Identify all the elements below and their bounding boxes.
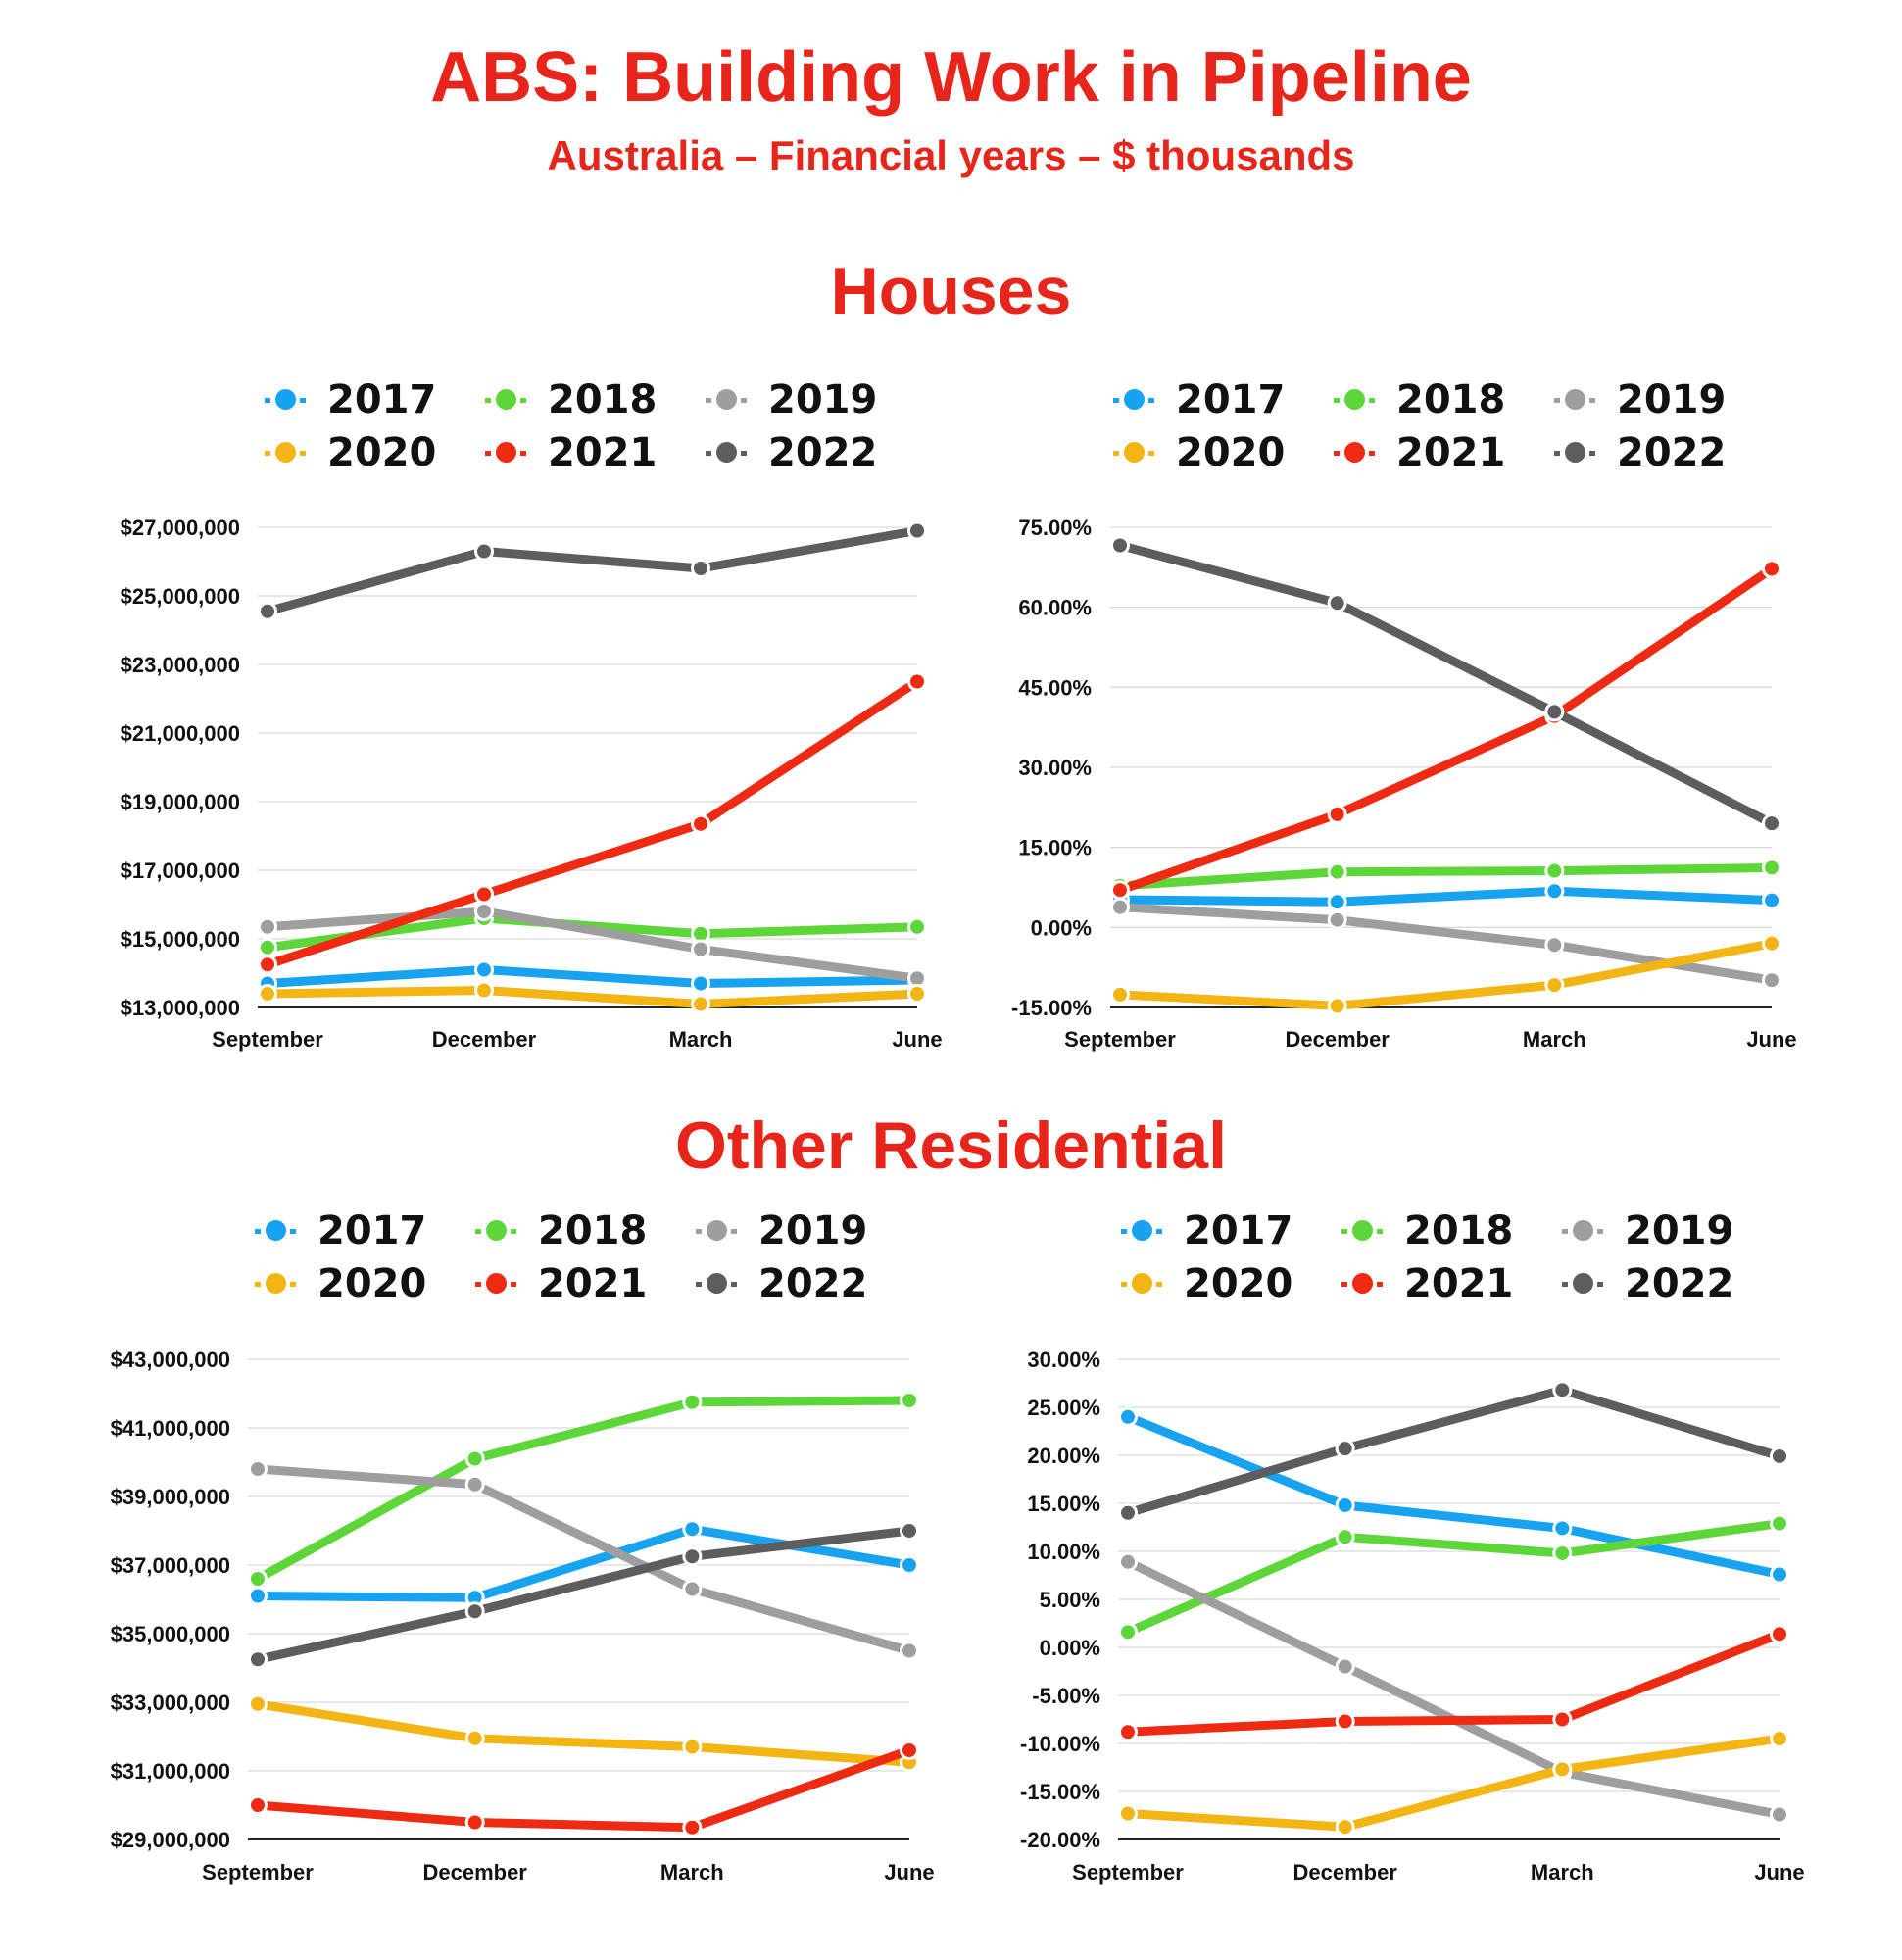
x-tick-label: March (659, 1860, 724, 1885)
y-tick-label: $21,000,000 (120, 721, 240, 746)
y-tick-label: $37,000,000 (110, 1553, 230, 1578)
data-point-2020 (260, 986, 276, 1003)
data-point-2019 (902, 1642, 918, 1659)
legend-label: 2017 (1176, 377, 1286, 422)
data-point-2022 (693, 561, 709, 577)
series-line-2019 (268, 911, 917, 978)
data-point-2019 (1764, 972, 1780, 989)
y-tick-label: 45.00% (1018, 675, 1092, 701)
data-point-2020 (684, 1739, 701, 1755)
data-point-2022 (476, 543, 493, 560)
data-point-2017 (684, 1521, 701, 1538)
series-line-2021 (1128, 1634, 1780, 1732)
legend-label: 2017 (1184, 1208, 1293, 1253)
data-point-2020 (693, 996, 709, 1012)
data-point-2018 (1546, 862, 1563, 879)
page-subtitle: Australia – Financial years – $ thousands (547, 132, 1355, 178)
series-line-2022 (268, 531, 917, 612)
data-point-2021 (476, 886, 493, 903)
y-tick-label: 25.00% (1027, 1396, 1100, 1420)
data-point-2017 (1554, 1520, 1571, 1537)
data-point-2021 (693, 815, 709, 832)
data-point-2017 (1337, 1496, 1353, 1513)
data-point-2022 (1772, 1447, 1788, 1464)
page-title: ABS: Building Work in Pipeline (430, 38, 1472, 117)
data-point-2020 (1546, 977, 1563, 994)
data-point-2020 (1772, 1731, 1788, 1747)
series-line-2020 (268, 991, 917, 1004)
series-line-2021 (1120, 569, 1772, 891)
x-tick-label: March (1522, 1027, 1586, 1052)
data-point-2019 (466, 1476, 483, 1493)
y-tick-label: 60.00% (1018, 595, 1092, 620)
x-tick-label: March (1530, 1860, 1594, 1885)
data-point-2017 (476, 961, 493, 978)
series-line-2020 (1128, 1739, 1780, 1827)
data-point-2020 (476, 982, 493, 999)
series-line-2020 (258, 1704, 909, 1763)
x-tick-label: December (422, 1860, 527, 1885)
legend-label: 2019 (1625, 1208, 1734, 1253)
data-point-2017 (1546, 883, 1563, 900)
y-tick-label: 0.00% (1030, 915, 1092, 941)
legend-label: 2020 (327, 430, 437, 475)
legend-label: 2020 (1176, 430, 1286, 475)
data-point-2019 (1546, 937, 1563, 954)
legend-label: 2022 (758, 1261, 868, 1306)
data-point-2020 (466, 1730, 483, 1746)
data-point-2018 (1764, 859, 1780, 876)
data-point-2021 (902, 1742, 918, 1759)
legend-label: 2021 (548, 430, 658, 475)
data-point-2021 (1329, 806, 1345, 822)
data-point-2020 (1120, 1805, 1137, 1822)
data-point-2022 (1120, 1504, 1137, 1521)
section-title-other-residential: Other Residential (674, 1108, 1228, 1183)
data-point-2022 (250, 1651, 267, 1668)
data-point-2019 (1329, 911, 1345, 928)
data-point-2019 (693, 941, 709, 957)
data-point-2020 (1554, 1761, 1571, 1778)
data-point-2022 (1546, 704, 1563, 720)
data-point-2018 (1772, 1515, 1788, 1532)
legend-label: 2019 (758, 1208, 868, 1253)
x-tick-label: September (1064, 1027, 1176, 1052)
data-point-2022 (1554, 1382, 1571, 1398)
data-point-2022 (684, 1548, 701, 1565)
legend-label: 2019 (768, 377, 878, 422)
data-point-2018 (902, 1393, 918, 1409)
x-tick-label: June (884, 1860, 935, 1885)
legend-label: 2021 (1396, 430, 1506, 475)
x-tick-label: September (1072, 1860, 1184, 1885)
data-point-2018 (466, 1450, 483, 1467)
data-point-2020 (909, 986, 926, 1003)
series-line-2018 (1128, 1524, 1780, 1633)
y-tick-label: 30.00% (1018, 756, 1092, 780)
y-tick-label: $13,000,000 (120, 996, 240, 1020)
data-point-2020 (1337, 1819, 1353, 1836)
data-point-2021 (1112, 882, 1129, 899)
data-point-2017 (902, 1557, 918, 1574)
series-line-2022 (1128, 1390, 1780, 1512)
data-point-2019 (260, 918, 276, 935)
data-point-2017 (1120, 1408, 1137, 1425)
series-line-2018 (1120, 867, 1772, 886)
data-point-2017 (1764, 892, 1780, 908)
data-point-2019 (250, 1461, 267, 1478)
data-point-2022 (1337, 1441, 1353, 1457)
legend-label: 2018 (538, 1208, 648, 1253)
legend-label: 2022 (768, 430, 878, 475)
data-point-2021 (909, 673, 926, 690)
legend-label: 2019 (1617, 377, 1727, 422)
y-tick-label: $25,000,000 (120, 584, 240, 609)
data-point-2022 (1112, 537, 1129, 554)
y-tick-label: $15,000,000 (120, 927, 240, 952)
series-line-2019 (1120, 907, 1772, 981)
legend-label: 2021 (1404, 1261, 1514, 1306)
y-tick-label: $27,000,000 (120, 515, 240, 540)
data-point-2018 (1329, 863, 1345, 880)
series-line-2017 (1120, 891, 1772, 902)
data-point-2022 (1329, 595, 1345, 612)
x-tick-label: December (1285, 1027, 1390, 1052)
y-tick-label: $33,000,000 (110, 1690, 230, 1715)
y-tick-label: 15.00% (1018, 835, 1092, 860)
data-point-2018 (260, 939, 276, 956)
data-point-2022 (902, 1523, 918, 1540)
series-line-2021 (258, 1750, 909, 1828)
data-point-2022 (1764, 815, 1780, 832)
x-tick-label: December (1292, 1860, 1397, 1885)
data-point-2021 (1764, 561, 1780, 577)
data-point-2017 (693, 975, 709, 992)
data-point-2017 (1772, 1566, 1788, 1583)
data-point-2021 (466, 1814, 483, 1831)
data-point-2018 (684, 1394, 701, 1410)
y-tick-label: $29,000,000 (110, 1828, 230, 1852)
y-tick-label: -15.00% (1020, 1780, 1100, 1804)
data-point-2021 (250, 1797, 267, 1814)
x-tick-label: June (1746, 1027, 1797, 1052)
legend-label: 2017 (317, 1208, 427, 1253)
x-tick-label: September (212, 1027, 323, 1052)
y-tick-label: $17,000,000 (120, 858, 240, 883)
x-tick-label: September (202, 1860, 314, 1885)
section-title-houses: Houses (830, 254, 1072, 328)
y-tick-label: 5.00% (1039, 1588, 1100, 1612)
data-point-2018 (1554, 1544, 1571, 1561)
x-tick-label: December (431, 1027, 537, 1052)
y-tick-label: $43,000,000 (110, 1348, 230, 1372)
data-point-2020 (1764, 935, 1780, 952)
y-tick-label: 30.00% (1027, 1348, 1100, 1372)
data-point-2018 (1337, 1529, 1353, 1545)
x-tick-label: June (1754, 1860, 1805, 1885)
y-tick-label: $19,000,000 (120, 790, 240, 814)
y-tick-label: -15.00% (1011, 996, 1092, 1020)
y-tick-label: $41,000,000 (110, 1416, 230, 1441)
legend-label: 2020 (317, 1261, 427, 1306)
legend-label: 2018 (1396, 377, 1506, 422)
y-tick-label: $35,000,000 (110, 1622, 230, 1646)
data-point-2020 (1112, 986, 1129, 1003)
legend-label: 2022 (1617, 430, 1727, 475)
series-line-2017 (268, 970, 917, 984)
y-tick-label: $31,000,000 (110, 1759, 230, 1784)
data-point-2021 (260, 956, 276, 973)
series-line-2020 (1120, 944, 1772, 1006)
y-tick-label: 10.00% (1027, 1540, 1100, 1564)
y-tick-label: 0.00% (1039, 1636, 1100, 1660)
data-point-2019 (1120, 1553, 1137, 1570)
legend-label: 2018 (1404, 1208, 1514, 1253)
x-tick-label: June (892, 1027, 943, 1052)
data-point-2022 (466, 1603, 483, 1620)
data-point-2019 (1337, 1658, 1353, 1675)
data-point-2022 (909, 522, 926, 539)
legend-label: 2020 (1184, 1261, 1293, 1306)
legend-label: 2021 (538, 1261, 648, 1306)
data-point-2021 (1337, 1713, 1353, 1730)
data-point-2021 (1120, 1724, 1137, 1740)
data-point-2018 (250, 1571, 267, 1588)
data-point-2018 (1120, 1624, 1137, 1641)
data-point-2019 (1772, 1806, 1788, 1823)
y-tick-label: $39,000,000 (110, 1485, 230, 1509)
y-tick-label: $23,000,000 (120, 653, 240, 677)
data-point-2017 (1329, 894, 1345, 910)
y-tick-label: -5.00% (1032, 1684, 1100, 1708)
data-point-2020 (1329, 998, 1345, 1014)
data-point-2021 (684, 1819, 701, 1836)
data-point-2021 (1554, 1711, 1571, 1728)
data-point-2018 (909, 918, 926, 935)
y-tick-label: -20.00% (1020, 1828, 1100, 1852)
data-point-2019 (684, 1581, 701, 1597)
y-tick-label: -10.00% (1020, 1732, 1100, 1756)
legend-label: 2017 (327, 377, 437, 422)
data-point-2020 (250, 1695, 267, 1712)
data-point-2019 (1112, 899, 1129, 915)
legend-label: 2022 (1625, 1261, 1734, 1306)
data-point-2017 (250, 1588, 267, 1604)
x-tick-label: March (668, 1027, 733, 1052)
data-point-2021 (1772, 1626, 1788, 1642)
y-tick-label: 15.00% (1027, 1492, 1100, 1516)
y-tick-label: 20.00% (1027, 1444, 1100, 1468)
data-point-2022 (260, 603, 276, 619)
data-point-2019 (476, 904, 493, 920)
y-tick-label: 75.00% (1018, 515, 1092, 540)
legend-label: 2018 (548, 377, 658, 422)
series-line-2022 (1120, 546, 1772, 824)
